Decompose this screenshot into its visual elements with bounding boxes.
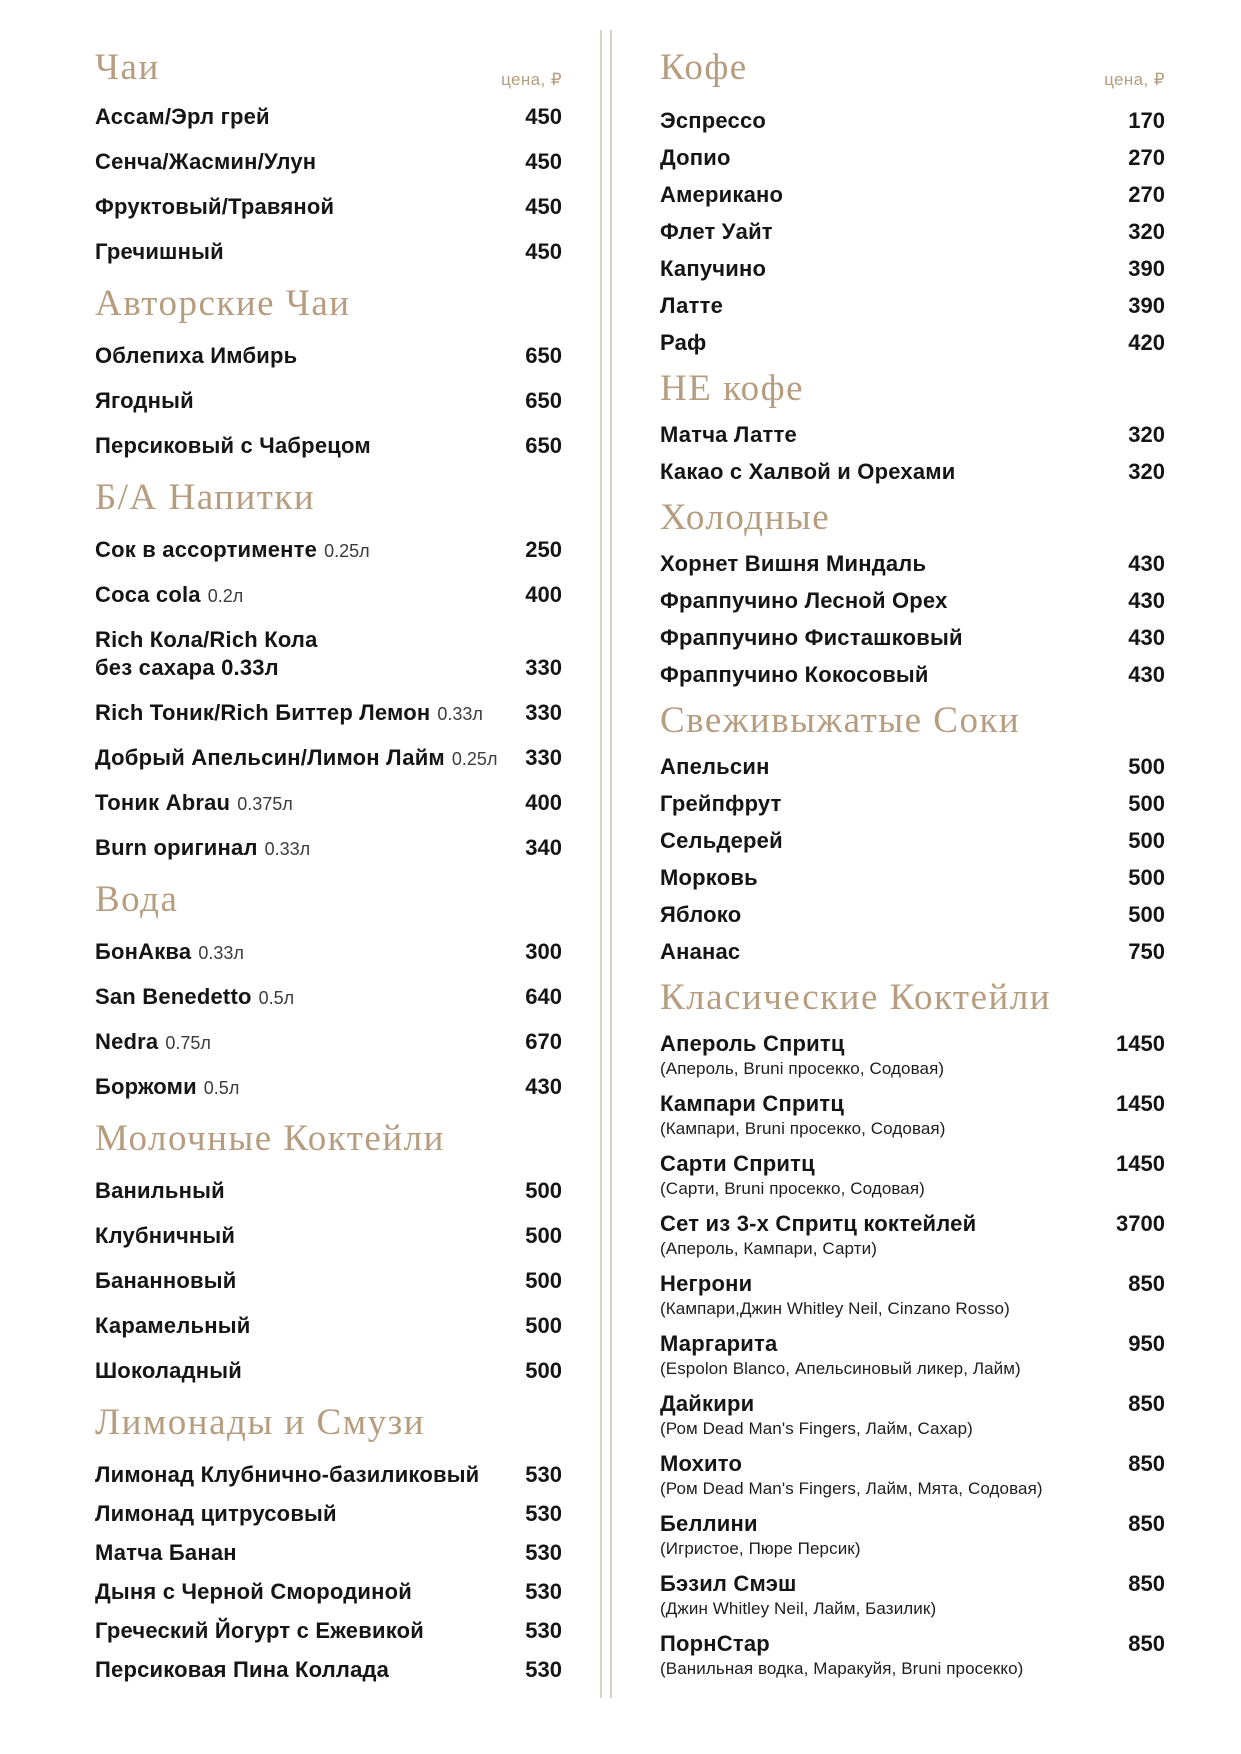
item-name: Лимонад цитрусовый — [95, 1501, 337, 1526]
item-name: Rich Тоник/Rich Биттер Лемон — [95, 700, 431, 725]
item-name-block — [95, 581, 513, 609]
item-name: Сок в ассортименте — [95, 537, 318, 562]
item-name: Бэзил Смэш — [660, 1571, 797, 1596]
item-price: 530 — [525, 1501, 562, 1526]
section-title: Свеживыжатые Соки — [660, 700, 1021, 741]
item-name-block — [95, 1312, 513, 1340]
menu-section — [95, 48, 562, 266]
item-name-block — [660, 256, 1116, 282]
item-name: Фраппучино Лесной Орех — [660, 588, 948, 613]
item-name: Фруктовый/Травяной — [95, 194, 335, 219]
item-name-block — [660, 1151, 1104, 1200]
item-name-block — [660, 1571, 1116, 1620]
item-price: 430 — [1128, 551, 1165, 576]
item-name-block — [660, 1271, 1116, 1320]
menu-item — [660, 459, 1165, 485]
menu-item — [95, 1539, 562, 1567]
menu-column-right — [660, 48, 1165, 1691]
item-name-block — [660, 182, 1116, 208]
item-name: Яблоко — [660, 902, 742, 927]
item-name: Coca cola — [95, 582, 201, 607]
menu-item — [660, 256, 1165, 282]
item-price: 650 — [525, 433, 562, 458]
item-price: 430 — [1128, 588, 1165, 613]
item-name: Апельсин — [660, 754, 770, 779]
item-volume: 0.2л — [207, 586, 244, 606]
item-name-block — [95, 1267, 513, 1295]
item-name-block — [660, 459, 1116, 485]
menu-section — [95, 284, 562, 460]
menu-item — [660, 865, 1165, 891]
price-column-header-right: цена, ₽ — [1104, 70, 1165, 89]
item-price: 500 — [1128, 754, 1165, 779]
item-name: Капучино — [660, 256, 767, 281]
item-price: 320 — [1128, 422, 1165, 447]
item-price: 530 — [525, 1579, 562, 1604]
item-price: 530 — [525, 1657, 562, 1682]
menu-item — [660, 588, 1165, 614]
item-name-block — [95, 342, 513, 370]
menu-item — [95, 1177, 562, 1205]
item-price: 500 — [1128, 791, 1165, 816]
item-name-block — [660, 1211, 1104, 1260]
item-price: 450 — [525, 194, 562, 219]
menu-item — [95, 789, 562, 817]
column-divider — [600, 30, 602, 1698]
item-name: Дайкири — [660, 1391, 755, 1416]
item-volume: 0.33л — [198, 943, 244, 963]
menu-item — [95, 581, 562, 609]
item-volume: 0.25л — [324, 541, 370, 561]
item-ingredients: (Espolon Blanco, Апельсиновый ликер, Лайм) — [660, 1359, 1021, 1378]
item-ingredients: (Джин Whitley Neil, Лайм, Базилик) — [660, 1599, 937, 1618]
item-name: Сет из 3-х Спритц коктейлей — [660, 1211, 977, 1236]
section-title: Вода — [95, 879, 179, 920]
menu-section — [95, 1403, 562, 1684]
item-name-block — [95, 1617, 513, 1645]
menu-item — [95, 744, 562, 772]
item-price: 500 — [525, 1358, 562, 1383]
menu-section — [660, 498, 1165, 688]
item-price: 430 — [525, 1074, 562, 1099]
menu-item — [95, 103, 562, 131]
menu-item — [95, 238, 562, 266]
menu-item — [660, 828, 1165, 854]
menu-section — [660, 48, 1165, 356]
item-price: 500 — [525, 1223, 562, 1248]
menu-item — [95, 148, 562, 176]
menu-item — [660, 1391, 1165, 1440]
item-price: 320 — [1128, 459, 1165, 484]
menu-item — [660, 1331, 1165, 1380]
item-volume: 0.33л — [264, 839, 311, 859]
item-price: 950 — [1128, 1331, 1165, 1356]
item-price: 850 — [1128, 1271, 1165, 1296]
menu-item — [660, 108, 1165, 134]
menu-item — [95, 1073, 562, 1101]
menu-item — [660, 1211, 1165, 1260]
menu-section — [660, 369, 1165, 485]
item-name-block — [95, 1656, 513, 1684]
menu-item — [95, 1357, 562, 1385]
menu-item — [660, 1451, 1165, 1500]
item-name-block — [95, 1177, 513, 1205]
item-price: 1450 — [1116, 1031, 1165, 1056]
item-name-block — [660, 939, 1116, 965]
item-name: Карамельный — [95, 1313, 251, 1338]
item-name-block — [660, 865, 1116, 891]
item-name: Хорнет Вишня Миндаль — [660, 551, 927, 576]
item-price: 170 — [1128, 108, 1165, 133]
menu-item — [95, 1222, 562, 1250]
item-name-block — [95, 1461, 513, 1489]
item-price: 750 — [1128, 939, 1165, 964]
item-name: Морковь — [660, 865, 758, 890]
item-name: San Benedetto — [95, 984, 252, 1009]
item-name: Боржоми — [95, 1074, 197, 1099]
menu-item — [95, 983, 562, 1011]
menu-item — [95, 1656, 562, 1684]
item-name: ПорнСтар — [660, 1631, 770, 1656]
item-name-block — [95, 834, 513, 862]
item-name: Шоколадный — [95, 1358, 242, 1383]
item-name: Какао с Халвой и Орехами — [660, 459, 956, 484]
item-name-block — [95, 1539, 513, 1567]
section-title: Кофе — [660, 47, 748, 88]
item-price: 450 — [525, 104, 562, 129]
menu-item — [660, 902, 1165, 928]
menu-item — [660, 1091, 1165, 1140]
menu-item — [660, 754, 1165, 780]
item-price: 430 — [1128, 625, 1165, 650]
item-name: Ассам/Эрл грей — [95, 104, 270, 129]
item-name-block — [95, 193, 513, 221]
item-price: 640 — [525, 984, 562, 1009]
item-name: Burn оригинал — [95, 835, 258, 860]
item-name-block — [660, 1091, 1104, 1140]
menu-item — [95, 387, 562, 415]
item-price: 850 — [1128, 1571, 1165, 1596]
menu-item — [95, 626, 562, 682]
item-name: Сарти Спритц — [660, 1151, 815, 1176]
menu-item — [660, 791, 1165, 817]
item-name: Персиковая Пина Коллада — [95, 1657, 390, 1682]
item-price: 390 — [1128, 256, 1165, 281]
menu-column-left — [95, 48, 562, 1695]
item-name-block — [660, 1511, 1116, 1560]
menu-item — [660, 1511, 1165, 1560]
item-name: Фраппучино Кокосовый — [660, 662, 929, 687]
item-name-block — [95, 1500, 513, 1528]
item-name: Грейпфрут — [660, 791, 782, 816]
item-name: Маргарита — [660, 1331, 778, 1356]
item-name: Ананас — [660, 939, 741, 964]
item-name: Добрый Апельсин/Лимон Лайм — [95, 745, 445, 770]
menu-section — [660, 701, 1165, 965]
menu-item — [660, 625, 1165, 651]
item-price: 320 — [1128, 219, 1165, 244]
item-price: 500 — [1128, 865, 1165, 890]
section-title: Класические Коктейли — [660, 977, 1052, 1018]
item-name-block — [660, 219, 1116, 245]
menu-item — [660, 182, 1165, 208]
menu-item — [660, 939, 1165, 965]
menu-item — [660, 551, 1165, 577]
item-name: Кампари Спритц — [660, 1091, 845, 1116]
item-name: Сельдерей — [660, 828, 783, 853]
item-price: 1450 — [1116, 1091, 1165, 1116]
item-price: 450 — [525, 149, 562, 174]
item-name: Фраппучино Фисташковый — [660, 625, 963, 650]
item-name: Греческий Йогурт с Ежевикой — [95, 1618, 424, 1643]
menu-item — [95, 536, 562, 564]
menu-item — [95, 1461, 562, 1489]
item-name: Эспрессо — [660, 108, 767, 133]
item-price: 650 — [525, 343, 562, 368]
item-price: 340 — [525, 835, 562, 860]
item-name-block — [95, 103, 513, 131]
item-name-block — [660, 1451, 1116, 1500]
item-name-block — [95, 983, 513, 1011]
item-ingredients: (Ром Dead Man's Fingers, Лайм, Сахар) — [660, 1419, 973, 1438]
item-price: 250 — [525, 537, 562, 562]
item-price: 400 — [525, 790, 562, 815]
item-name: Апероль Спритц — [660, 1031, 845, 1056]
item-price: 3700 — [1116, 1211, 1165, 1236]
item-name-block — [660, 1631, 1116, 1680]
item-name: Сенча/Жасмин/Улун — [95, 149, 317, 174]
item-name-block — [660, 145, 1116, 171]
menu-item — [660, 1031, 1165, 1080]
item-name: Rich Кола/Rich Кола — [95, 627, 318, 652]
menu-item — [660, 1271, 1165, 1320]
item-name-block — [95, 938, 513, 966]
item-name: Бананновый — [95, 1268, 237, 1293]
menu-section — [95, 1119, 562, 1385]
item-volume: 0.75л — [165, 1033, 211, 1053]
item-name-block — [95, 238, 513, 266]
item-name-block — [660, 588, 1116, 614]
item-name: Допио — [660, 145, 731, 170]
item-name: Облепиха Имбирь — [95, 343, 298, 368]
item-name-block — [95, 1073, 513, 1101]
item-name: Флет Уайт — [660, 219, 773, 244]
item-price: 650 — [525, 388, 562, 413]
menu-item — [95, 1312, 562, 1340]
item-price: 400 — [525, 582, 562, 607]
item-price: 330 — [525, 655, 562, 680]
item-name-block — [95, 387, 513, 415]
section-title: Холодные — [660, 497, 831, 538]
item-ingredients: (Кампари,Джин Whitley Neil, Cinzano Rosso) — [660, 1299, 1010, 1318]
menu-item — [95, 193, 562, 221]
item-name-block — [660, 1391, 1116, 1440]
item-name-block — [95, 1578, 513, 1606]
menu-item — [95, 1267, 562, 1295]
item-name: Матча Латте — [660, 422, 797, 447]
menu-item — [95, 1028, 562, 1056]
menu-item — [95, 1617, 562, 1645]
item-name: Ванильный — [95, 1178, 225, 1203]
item-volume: 0.33л — [437, 704, 483, 724]
menu-item — [95, 938, 562, 966]
item-name-block — [95, 789, 513, 817]
item-name-block — [95, 626, 513, 682]
menu-item — [660, 145, 1165, 171]
item-name-block — [660, 791, 1116, 817]
item-price: 530 — [525, 1540, 562, 1565]
section-title: НЕ кофе — [660, 368, 805, 409]
item-price: 500 — [1128, 902, 1165, 927]
item-name-block — [95, 1028, 513, 1056]
item-name: Персиковый с Чабрецом — [95, 433, 371, 458]
item-price: 270 — [1128, 145, 1165, 170]
menu-section — [95, 880, 562, 1101]
item-name-block — [660, 1031, 1104, 1080]
item-price: 500 — [525, 1313, 562, 1338]
item-name-block — [660, 330, 1116, 356]
menu-item — [660, 422, 1165, 448]
menu-item — [95, 834, 562, 862]
item-volume: 0.5л — [258, 988, 295, 1008]
item-name: Латте — [660, 293, 724, 318]
item-name: Лимонад Клубнично-базиликовый — [95, 1462, 480, 1487]
section-title: Авторские Чаи — [95, 283, 351, 324]
item-volume: 0.25л — [451, 749, 498, 769]
item-ingredients: (Ром Dead Man's Fingers, Лайм, Мята, Содовая) — [660, 1479, 1043, 1498]
item-ingredients: (Апероль, Кампари, Сарти) — [660, 1239, 877, 1258]
section-title: Лимонады и Смузи — [95, 1402, 426, 1443]
menu-item — [660, 662, 1165, 688]
item-price: 430 — [1128, 662, 1165, 687]
item-price: 850 — [1128, 1391, 1165, 1416]
item-price: 530 — [525, 1462, 562, 1487]
item-price: 500 — [525, 1268, 562, 1293]
item-price: 1450 — [1116, 1151, 1165, 1176]
menu-item — [660, 1151, 1165, 1200]
item-name-block — [95, 744, 513, 772]
item-name-block — [95, 432, 513, 460]
column-divider — [610, 30, 612, 1698]
item-price: 270 — [1128, 182, 1165, 207]
menu-item — [95, 699, 562, 727]
item-name: Клубничный — [95, 1223, 236, 1248]
item-price: 330 — [525, 700, 562, 725]
item-name-block — [660, 662, 1116, 688]
item-name-block — [660, 293, 1116, 319]
menu-item — [660, 1631, 1165, 1680]
item-price: 850 — [1128, 1631, 1165, 1656]
item-volume: 0.5л — [203, 1078, 240, 1098]
item-name-block — [660, 754, 1116, 780]
section-title: Молочные Коктейли — [95, 1118, 445, 1159]
item-name-block — [660, 1331, 1116, 1380]
item-price: 500 — [525, 1178, 562, 1203]
item-name-block — [95, 148, 513, 176]
item-name-block — [660, 422, 1116, 448]
item-name-block — [95, 536, 513, 564]
item-name-block — [660, 625, 1116, 651]
item-name-block — [660, 551, 1116, 577]
item-price: 530 — [525, 1618, 562, 1643]
price-column-header-left: цена, ₽ — [501, 70, 562, 89]
item-price: 500 — [1128, 828, 1165, 853]
item-ingredients: (Апероль, Bruni просекко, Содовая) — [660, 1059, 945, 1078]
menu-item — [95, 342, 562, 370]
item-name-line2: без сахара 0.33л — [95, 655, 279, 680]
item-price: 450 — [525, 239, 562, 264]
menu-item — [95, 1578, 562, 1606]
section-title: Б/А Напитки — [95, 477, 316, 518]
item-name: Тоник Abrau — [95, 790, 231, 815]
menu-item — [95, 1500, 562, 1528]
item-name-block — [95, 699, 513, 727]
item-name-block — [95, 1222, 513, 1250]
item-name: Мохито — [660, 1451, 743, 1476]
item-price: 330 — [525, 745, 562, 770]
item-name-block — [95, 1357, 513, 1385]
item-name: Негрони — [660, 1271, 753, 1296]
menu-item — [660, 293, 1165, 319]
item-name: Беллини — [660, 1511, 758, 1536]
item-price: 420 — [1128, 330, 1165, 355]
item-ingredients: (Кампари, Bruni просекко, Содовая) — [660, 1119, 946, 1138]
item-ingredients: (Игристое, Пюре Персик) — [660, 1539, 861, 1558]
item-ingredients: (Ванильная водка, Маракуйя, Bruni просекко) — [660, 1659, 1024, 1678]
item-name: Матча Банан — [95, 1540, 237, 1565]
item-volume: 0.375л — [237, 794, 293, 814]
item-name: Гречишный — [95, 239, 224, 264]
item-name-block — [660, 828, 1116, 854]
item-name: Nedra — [95, 1029, 159, 1054]
item-name: Ягодный — [95, 388, 194, 413]
menu-section — [95, 478, 562, 862]
menu-item — [660, 330, 1165, 356]
item-price: 670 — [525, 1029, 562, 1054]
item-price: 390 — [1128, 293, 1165, 318]
item-name: БонАква — [95, 939, 192, 964]
item-ingredients: (Сарти, Bruni просекко, Содовая) — [660, 1179, 925, 1198]
menu-section — [660, 978, 1165, 1680]
item-name-block — [660, 902, 1116, 928]
item-name: Дыня с Черной Смородиной — [95, 1579, 412, 1604]
item-name: Американо — [660, 182, 784, 207]
item-name-block — [660, 108, 1116, 134]
menu-item — [660, 219, 1165, 245]
menu-item — [95, 432, 562, 460]
item-price: 300 — [525, 939, 562, 964]
item-price: 850 — [1128, 1511, 1165, 1536]
item-price: 850 — [1128, 1451, 1165, 1476]
item-name: Раф — [660, 330, 707, 355]
menu-item — [660, 1571, 1165, 1620]
section-title: Чаи — [95, 47, 160, 88]
